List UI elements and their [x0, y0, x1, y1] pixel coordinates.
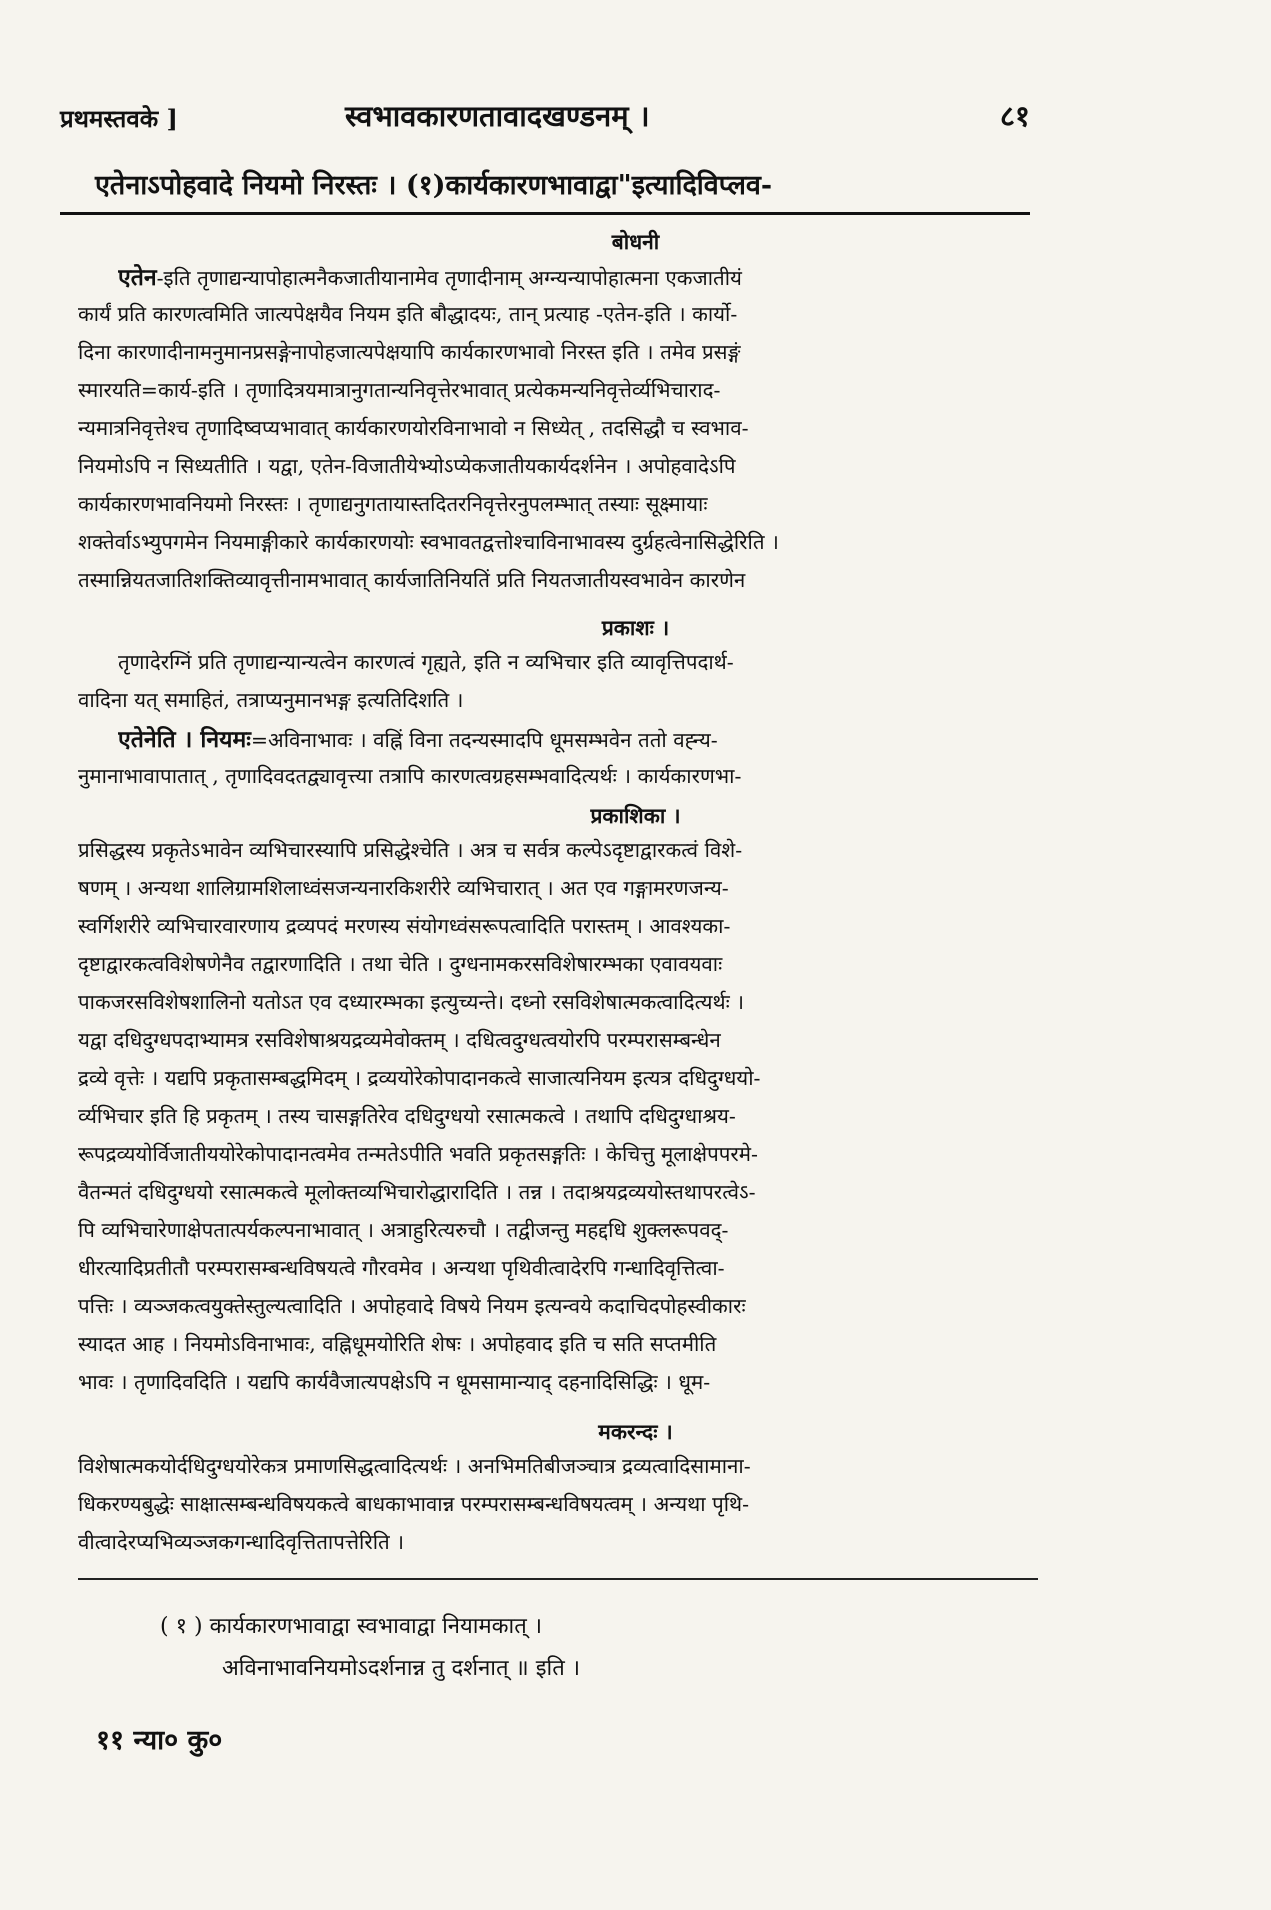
header-rule — [60, 212, 1030, 215]
bodhani-line: शक्तेर्वाऽभ्युपगमेन नियमाङ्गीकारे कार्यकारणयोः स्वभावतद्वत्तोश्चाविनाभावस्य दुर्ग्रहत्वेनासिद्धेरिति । — [78, 530, 779, 554]
footnote-rule — [78, 1578, 1038, 1580]
bodhani-title: बोधनी — [611, 229, 660, 254]
page-number: ८१ — [999, 99, 1030, 133]
chapter-label: प्रथमस्तवके ] — [60, 104, 178, 133]
prakasha-title: प्रकाशः । — [601, 615, 670, 640]
prakashika-line: षणम् । अन्यथा शालिग्रामशिलाध्वंसजन्यनारकिशरीरे व्यभिचारात् । अत एव गङ्गामरणजन्य- — [78, 876, 729, 900]
bodhani-line: तस्मान्नियतजातिशक्तिव्यावृत्तीनामभावात् कार्यजातिनियतिं प्रति नियतजातीयस्वभावेन कारणेन — [78, 568, 746, 592]
makaranda-line: वीत्वादेरप्यभिव्यञ्जकगन्धादिवृत्तितापत्तेरिति । — [78, 1530, 404, 1554]
prakashika-line: पत्तिः । व्यञ्जकत्वयुक्तेस्तुल्यत्वादिति । अपोहवादे विषये नियम इत्यन्वये कदाचिदपोहस्वीकारः — [78, 1294, 746, 1318]
prakashika-line: स्वर्गिशरीरे व्यभिचारवारणाय द्रव्यपदं मरणस्य संयोगध्वंसरूपत्वादिति परास्तम् । आवश्यका- — [78, 914, 731, 938]
bodhani-line: कार्यकारणभावनियमो निरस्तः । तृणाद्यनुगतायास्तदितरनिवृत्तेरनुपलम्भात् तस्याः सूक्ष्मायाः — [78, 492, 708, 516]
prakashika-line: स्यादत आह । नियमोऽविनाभावः, वह्निधूमयोरिति शेषः । अपोहवाद इति च सति सप्तमीति — [78, 1332, 717, 1356]
makaranda-line: विशेषात्मकयोर्दधिदुग्धयोरेकत्र प्रमाणसिद्धत्वादित्यर्थः । अनभिमतिबीजञ्चात्र द्रव्यत्वादिसामाना- — [78, 1454, 751, 1478]
bodhani-line: न्यमात्रनिवृत्तेश्च तृणादिष्वप्यभावात् कार्यकारणयोरविनाभावो न सिध्येत् , तदसिद्धौ च स्वभाव- — [78, 416, 749, 440]
prakashika-title: प्रकाशिका । — [590, 803, 681, 828]
bodhani-line: नियमोऽपि न सिध्यतीति । यद्वा, एतेन-विजातीयेभ्योऽप्येकजातीयकार्यदर्शनेन । अपोहवादेऽपि — [78, 454, 736, 478]
prakasha-line: वादिना यत् समाहितं, तत्राप्यनुमानभङ्ग इत्यतिदिशति । — [78, 688, 464, 712]
signature-mark: ११ न्या० कु० — [96, 1725, 223, 1756]
prakashika-line: द्रव्ये वृत्तेः । यद्यपि प्रकृतासम्बद्धमिदम् । द्रव्ययोरेकोपादानकत्वे साजात्यनियम इत्यत्र दधिदुग्धयो- — [78, 1066, 761, 1090]
bodhani-line: स्मारयति=कार्य-इति । तृणादित्रयमात्रानुगतान्यनिवृत्तेरभावात् प्रत्येकमन्यनिवृत्तेर्व्यभिचाराद- — [78, 378, 721, 402]
prakashika-line: भावः । तृणादिवदिति । यद्यपि कार्यवैजात्यपक्षेऽपि न धूमसामान्याद् दहनादिसिद्धिः । धूम- — [78, 1370, 711, 1394]
prakashika-line: पि व्यभिचारेणाक्षेपतात्पर्यकल्पनाभावात् । अत्राहुरित्यरुचौ । तद्वीजन्तु महद्दधि शुक्लरूपवद्- — [78, 1218, 729, 1242]
prakashika-line: दृष्टाद्वारकत्वविशेषणेनैव तद्वारणादिति । तथा चेति । दुग्धनामकरसविशेषारम्भका एवावयवाः — [78, 952, 723, 976]
bodhani-line: एतेन-इति तृणाद्यन्यापोहात्मनैकजातीयानामेव तृणादीनाम् अग्न्यन्यापोहात्मना एकजातीयं — [118, 264, 742, 291]
prakashika-line: धीरत्यादिप्रतीतौ परम्परासम्बन्धविषयत्वे गौरवमेव । अन्यथा पृथिवीत्वादेरपि गन्धादिवृत्तित्वा- — [78, 1256, 725, 1280]
prakasha-line: नुमानाभावापातात् , तृणादिवदतद्व्यावृत्त्या तत्रापि कारणत्वग्रहसम्भवादित्यर्थः । कार्यकारणभा- — [78, 764, 742, 788]
footnote-line: ( १ ) कार्यकारणभावाद्वा स्वभावाद्वा नियामकात् । — [160, 1614, 543, 1639]
prakashika-line: रूपद्रव्ययोर्विजातीययोरेकोपादानत्वमेव तन्मतेऽपीति भवति प्रकृतसङ्गतिः । केचित्तु मूलाक्षेपपरमे- — [78, 1142, 758, 1166]
bodhani-line: दिना कारणादीनामनुमानप्रसङ्गेनापोहजात्यपेक्षयापि कार्यकारणभावो निरस्त इति । तमेव प्रसङ्गं — [78, 340, 741, 364]
prakashika-line: यद्वा दधिदुग्धपदाभ्यामत्र रसविशेषाश्रयद्रव्यमेवोक्तम् । दधित्वदुग्धत्वयोरपि परम्परासम्बन्धेन — [78, 1028, 721, 1052]
prakasha-line: एतेनेति । नियमः=अविनाभावः । वह्निं विना तदन्यस्मादपि धूमसम्भवेन ततो वह्न्य- — [118, 726, 718, 753]
prakasha-line: तृणादेरग्निं प्रति तृणाद्यन्यान्यत्वेन कारणत्वं गृह्यते, इति न व्यभिचार इति व्यावृत्तिपदार्थ- — [118, 650, 734, 674]
makaranda-line: धिकरण्यबुद्धेः साक्षात्सम्बन्धविषयकत्वे बाधकाभावान्न परम्परासम्बन्धविषयत्वम् । अन्यथा पृथि- — [78, 1492, 750, 1516]
page-header — [60, 96, 1030, 140]
footnote-line: अविनाभावनियमोऽदर्शनान्न तु दर्शनात् ॥ इति । — [222, 1656, 581, 1681]
prakashika-line: पाकजरसविशेषशालिनो यतोऽत एव दध्यारम्भका इत्युच्यन्ते। दध्नो रसविशेषात्मकत्वादित्यर्थः । — [78, 990, 745, 1014]
main-text-line: एतेनाऽपोहवादे नियमो निरस्तः । (१)कार्यकारणभावाद्वा"इत्यादिविप्लव- — [95, 170, 773, 201]
prakashika-line: र्व्यभिचार इति हि प्रकृतम् । तस्य चासङ्गतिरेव दधिदुग्धयो रसात्मकत्वे । तथापि दधिदुग्धाश्रय- — [78, 1104, 736, 1128]
prakashika-line: प्रसिद्धस्य प्रकृतेऽभावेन व्यभिचारस्यापि प्रसिद्धेश्चेति । अत्र च सर्वत्र कल्पेऽदृष्टाद्वारकत्वं विशे- — [78, 838, 743, 862]
running-title: स्वभावकारणतावादखण्डनम् । — [345, 99, 650, 133]
prakashika-line: वैतन्मतं दधिदुग्धयो रसात्मकत्वे मूलोक्तव्यभिचारोद्धारादिति । तन्न । तदाश्रयद्रव्ययोस्तथापरत्वेऽ- — [78, 1180, 756, 1204]
bodhani-line: कार्यं प्रति कारणत्वमिति जात्यपेक्षयैव नियम इति बौद्धादयः, तान् प्रत्याह -एतेन-इति । कार्यो- — [78, 302, 738, 326]
makaranda-title: मकरन्दः । — [598, 1419, 673, 1444]
